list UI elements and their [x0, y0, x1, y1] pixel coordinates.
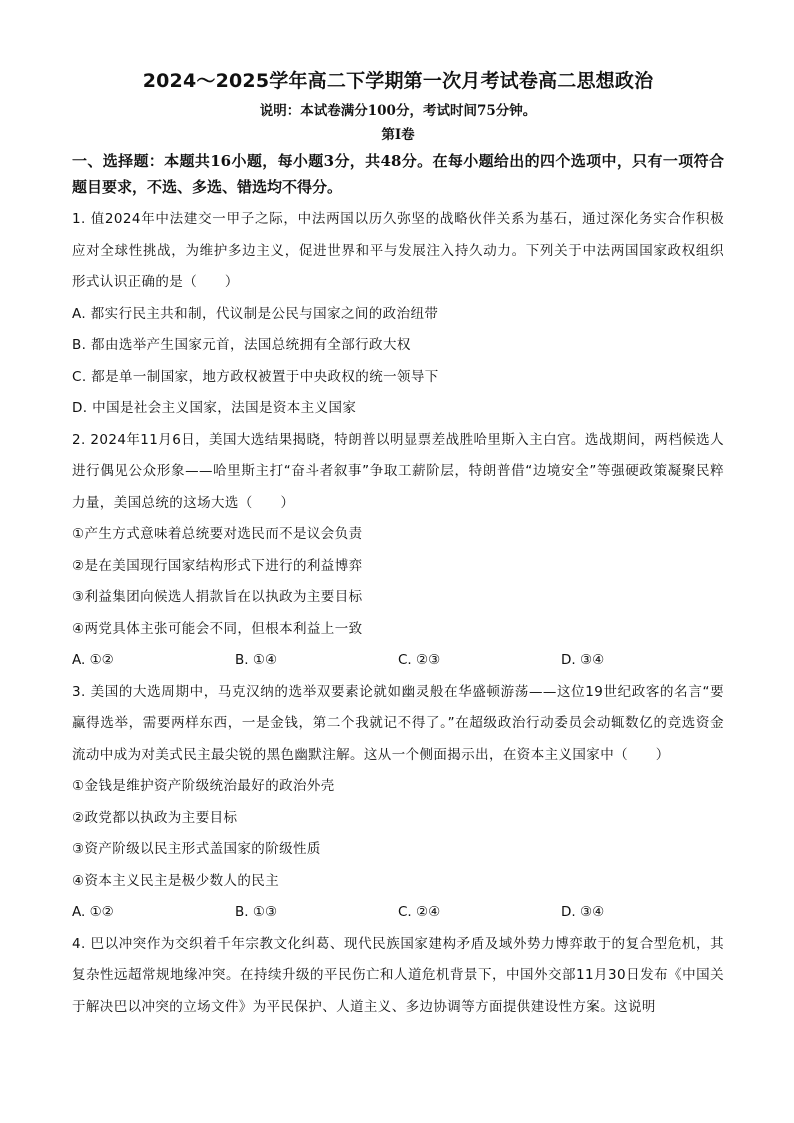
statement-4: ④资本主义民主是极少数人的民主 [72, 872, 280, 889]
option-c: C. 都是单一制国家，地方政权被置于中央政权的统一领导下 [72, 368, 439, 385]
volume-label: 第Ⅰ卷 [381, 127, 415, 143]
choice-c: C. ②④ [398, 904, 441, 920]
question-1 [72, 204, 724, 425]
question-stem: 2. 2024年11月6日，美国大选结果揭晓，特朗普以明显票差战胜哈里斯入主白宫。选战期间，两档候选人进行偶见公众形象——哈里斯主打“奋斗者叙事”争取工薪阶层，特朗普借“边境安全”等强硬政策凝聚民粹力量，美国总统的这场大选（ ） [72, 431, 724, 511]
statement-4: ④两党具体主张可能会不同，但根本利益上一致 [72, 620, 363, 637]
exam-title: 2024～2025学年高二下学期第一次月考试卷高二思想政治 [142, 70, 654, 92]
choice-b: B. ①④ [235, 652, 278, 668]
statement-1: ①产生方式意味着总统要对选民而不是议会负责 [72, 526, 363, 542]
choice-a: A. ①② [72, 652, 114, 668]
statement-3: ③利益集团向候选人捐款旨在以执政为主要目标 [72, 589, 363, 605]
statement-2: ②是在美国现行国家结构形式下进行的利益博弈 [72, 557, 363, 574]
choice-b: B. ①③ [235, 904, 278, 920]
exam-page [72, 66, 724, 1023]
option-d: D. 中国是社会主义国家，法国是资本主义国家 [72, 400, 357, 416]
choice-d: D. ③④ [561, 652, 605, 668]
question-2 [72, 425, 724, 677]
option-a: A. 都实行民主共和制，代议制是公民与国家之间的政治纽带 [72, 305, 439, 322]
question-4 [72, 929, 724, 1024]
choice-c: C. ②③ [398, 652, 441, 668]
choice-d: D. ③④ [561, 904, 605, 920]
question-stem: 1. 值2024年中法建交一甲子之际，中法两国以历久弥坚的战略伙伴关系为基石，通过深化务实合作积极应对全球性挑战，为维护多边主义，促进世界和平与发展注入持久动力。下列关于中法两国国家政权组织形式认识正确的是（ ） [72, 211, 724, 290]
statement-1: ①金钱是维护资产阶级统治最好的政治外壳 [72, 778, 335, 794]
statement-2: ②政党都以执政为主要目标 [72, 809, 238, 826]
question-stem: 3. 美国的大选周期中，马克汉纳的选举双要素论就如幽灵般在华盛顿游荡——这位19世纪政客的名言“要赢得选举，需要两样东西，一是金钱，第二个我就记不得了。”在超级政治行动委员会动辄数亿的竞选资金流动中成为对美式民主最尖锐的黑色幽默注解。这从一个侧面揭示出，在资本主义国家中（ ） [72, 683, 724, 763]
section-heading: 一、选择题：本题共16小题，每小题3分，共48分。在每小题给出的四个选项中，只有一项符合题目要求，不选、多选、错选均不得分。 [72, 152, 724, 196]
answer-choices [72, 897, 724, 929]
exam-instructions: 说明：本试卷满分100分，考试时间75分钟。 [259, 103, 537, 119]
choice-a: A. ①② [72, 904, 114, 920]
statement-3: ③资产阶级以民主形式盖国家的阶级性质 [72, 841, 321, 857]
question-stem: 4. 巴以冲突作为交织着千年宗教文化纠葛、现代民族国家建构矛盾及域外势力博弈敢于的复合型危机，其复杂性远超常规地缘冲突。在持续升级的平民伤亡和人道危机背景下，中国外交部11月30日发布《中国关于解决巴以冲突的立场文件》为平民保护、人道主义、多边协调等方面提供建设性方案。这说明 [72, 935, 724, 1015]
question-3 [72, 677, 724, 929]
answer-choices [72, 645, 724, 677]
option-b: B. 都由选举产生国家元首，法国总统拥有全部行政大权 [72, 337, 411, 353]
